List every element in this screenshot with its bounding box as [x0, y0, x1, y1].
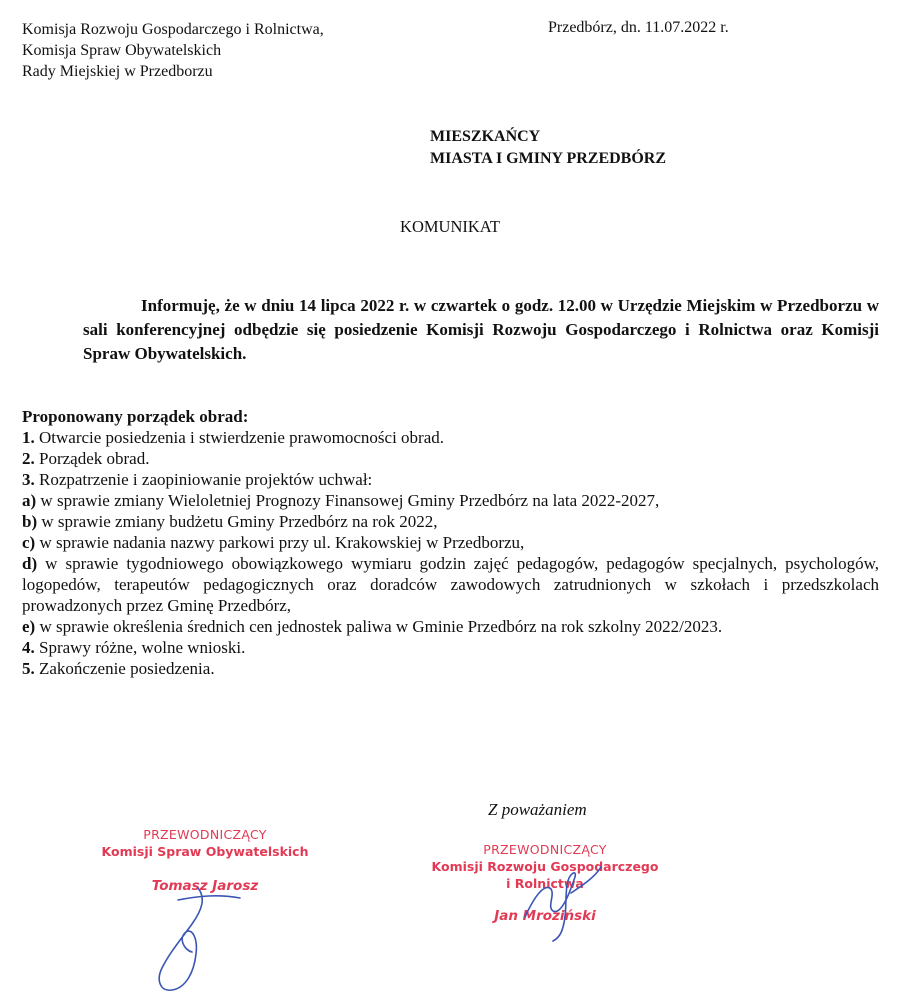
sender-block [22, 19, 324, 82]
agenda-item-marker: 4. [22, 638, 35, 657]
agenda-item-text: w sprawie zmiany Wieloletniej Prognozy Finansowej Gminy Przedbórz na lata 2022-2027, [36, 491, 660, 510]
agenda-item-marker: c) [22, 533, 36, 552]
agenda-item-marker: 5. [22, 659, 35, 678]
document-title: KOMUNIKAT [400, 217, 500, 236]
agenda-item [22, 511, 879, 532]
agenda-item-text: w sprawie nadania nazwy parkowi przy ul. Krakowskiej w Przedborzu, [35, 533, 525, 552]
stamp-name: Jan Mroziński [494, 908, 596, 924]
place-date: Przedbórz, dn. 11.07.2022 r. [548, 19, 729, 36]
agenda [22, 406, 879, 679]
signature-right-image [505, 855, 625, 945]
agenda-item-marker: 2. [22, 449, 35, 468]
sender-line: Komisja Spraw Obywatelskich [22, 42, 222, 59]
agenda-item-text: w sprawie tygodniowego obowiązkowego wymiaru godzin zajęć pedagogów, pedagogów specjalnych, psychologów, logopedów, terapeutów pedagogicznych oraz doradców zawodowych zatrudnionych w szkołach i przedszkolach prowadzonych przez Gminę Przedbórz, [22, 554, 879, 615]
agenda-item [22, 448, 879, 469]
sender-line: Rady Miejskiej w Przedborzu [22, 63, 213, 80]
announcement-paragraph: Informuję, że w dniu 14 lipca 2022 r. w czwartek o godz. 12.00 w Urzędzie Miejskim w Przedborzu w sali konferencyjnej odbędzie się posiedzenie Komisji Rozwoju Gospodarczego i Rolnictwa oraz Komisji Spraw Obywatelskich. [83, 296, 879, 363]
closing-phrase: Z poważaniem [488, 800, 587, 819]
stamp-role: PRZEWODNICZĄCY [483, 842, 607, 857]
agenda-title: Proponowany porządek obrad: [22, 407, 249, 426]
agenda-item-text: Porządek obrad. [34, 449, 150, 468]
recipient-line: MIESZKAŃCY [430, 128, 541, 145]
agenda-item-text: Zakończenie posiedzenia. [34, 659, 215, 678]
agenda-item-marker: e) [22, 617, 36, 636]
agenda-item-text: Otwarcie posiedzenia i stwierdzenie prawomocności obrad. [34, 428, 445, 447]
agenda-item-text: Rozpatrzenie i zaopiniowanie projektów uchwał: [34, 470, 373, 489]
stamp-name: Tomasz Jarosz [151, 878, 259, 894]
agenda-item-marker: a) [22, 491, 37, 510]
stamp-role: PRZEWODNICZĄCY [143, 827, 267, 842]
agenda-item-text: w sprawie zmiany budżetu Gminy Przedbórz na rok 2022, [37, 512, 438, 531]
agenda-item [22, 532, 879, 553]
recipient-block [430, 126, 666, 170]
agenda-item-text: Sprawy różne, wolne wnioski. [34, 638, 246, 657]
agenda-item-text: w sprawie określenia średnich cen jednostek paliwa w Gminie Przedbórz na rok szkolny 2022/2023. [35, 617, 723, 636]
stamp-committee: Komisji Rozwoju Gospodarczego [431, 859, 659, 874]
recipient-line: MIASTA I GMINY PRZEDBÓRZ [430, 150, 667, 167]
sender-line: Komisja Rozwoju Gospodarczego i Rolnictwa, [22, 21, 324, 38]
stamp-committee: Komisji Spraw Obywatelskich [101, 844, 309, 859]
agenda-item-marker: b) [22, 512, 38, 531]
agenda-item-marker: d) [22, 554, 38, 573]
agenda-item [22, 658, 879, 679]
agenda-item [22, 469, 879, 490]
agenda-item-marker: 1. [22, 428, 35, 447]
agenda-item [22, 553, 879, 616]
stamp-committee: i Rolnictwa [506, 876, 584, 891]
agenda-item [22, 490, 879, 511]
agenda-item-marker: 3. [22, 470, 35, 489]
signature-left-image [140, 880, 260, 1000]
agenda-item [22, 427, 879, 448]
agenda-item [22, 616, 879, 637]
agenda-item [22, 637, 879, 658]
